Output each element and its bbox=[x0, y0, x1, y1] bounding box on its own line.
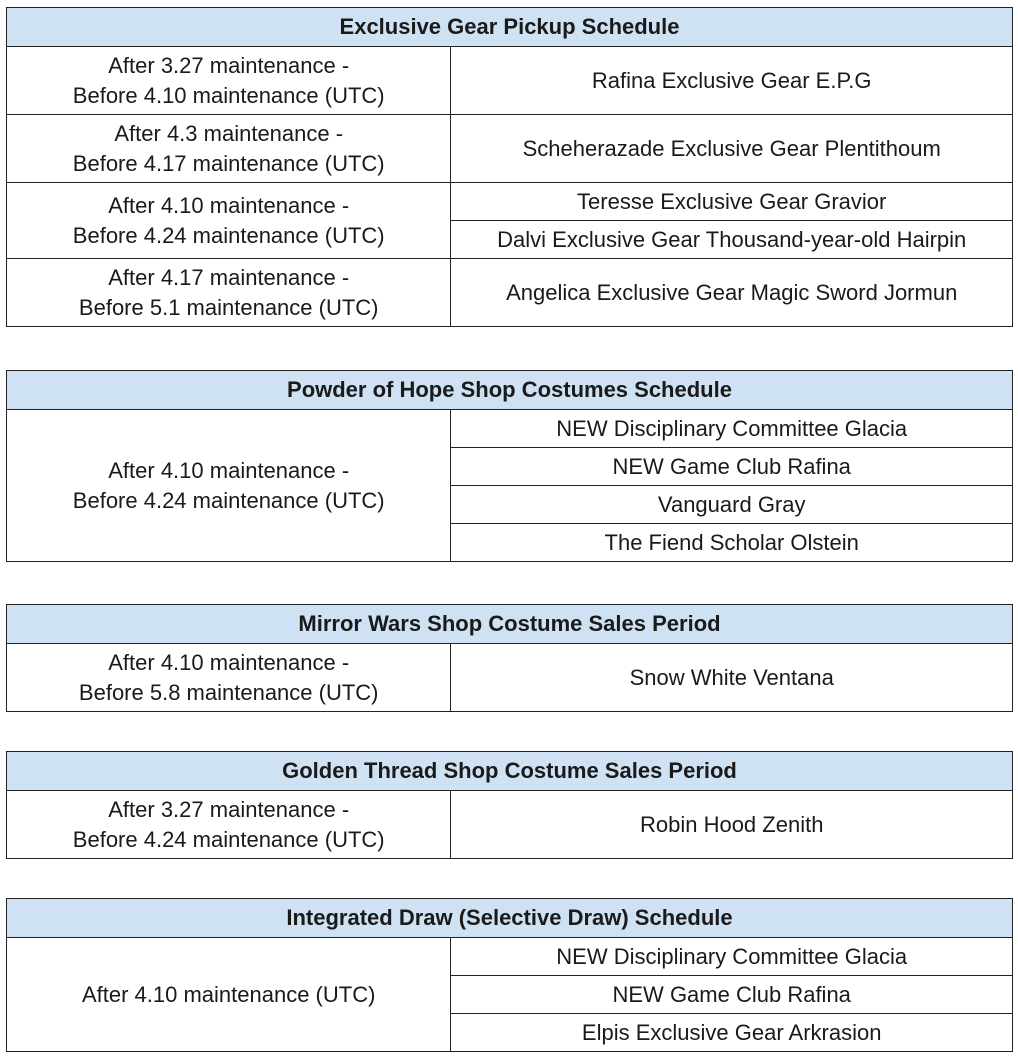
period-cell bbox=[7, 115, 451, 183]
item-cell: Scheherazade Exclusive Gear Plentithoum bbox=[451, 115, 1013, 183]
table-row bbox=[7, 410, 1013, 448]
item-cell: NEW Game Club Rafina bbox=[451, 976, 1013, 1014]
period-line: Before 4.10 maintenance (UTC) bbox=[72, 82, 385, 108]
item-cell: The Fiend Scholar Olstein bbox=[451, 524, 1013, 562]
table-title: Integrated Draw (Selective Draw) Schedule bbox=[7, 899, 1013, 938]
table-title: Mirror Wars Shop Costume Sales Period bbox=[7, 605, 1013, 644]
golden-thread-table bbox=[6, 751, 1013, 859]
period-line: Before 5.8 maintenance (UTC) bbox=[78, 679, 379, 705]
table-row bbox=[7, 938, 1013, 976]
period-line: After 4.10 maintenance (UTC) bbox=[81, 981, 376, 1007]
item-cell: NEW Disciplinary Committee Glacia bbox=[451, 410, 1013, 448]
period-line: After 4.10 maintenance - bbox=[108, 457, 350, 483]
exclusive-gear-pickup-table bbox=[6, 7, 1013, 327]
integrated-draw-table bbox=[6, 898, 1013, 1052]
period-line: Before 5.1 maintenance (UTC) bbox=[78, 294, 379, 320]
period-cell bbox=[7, 183, 451, 259]
period-cell bbox=[7, 791, 451, 859]
period-line: After 4.17 maintenance - bbox=[108, 264, 350, 290]
table-row bbox=[7, 644, 1013, 712]
period-line: After 3.27 maintenance - bbox=[108, 52, 350, 78]
period-cell bbox=[7, 938, 451, 1052]
period-line: After 4.10 maintenance - bbox=[108, 192, 350, 218]
table-row bbox=[7, 115, 1013, 183]
period-line: After 3.27 maintenance - bbox=[108, 796, 350, 822]
powder-of-hope-table bbox=[6, 370, 1013, 562]
item-cell: Snow White Ventana bbox=[451, 644, 1013, 712]
table-title: Powder of Hope Shop Costumes Schedule bbox=[7, 371, 1013, 410]
table-row bbox=[7, 791, 1013, 859]
period-line: Before 4.24 maintenance (UTC) bbox=[72, 487, 385, 513]
item-cell: NEW Disciplinary Committee Glacia bbox=[451, 938, 1013, 976]
period-cell bbox=[7, 259, 451, 327]
table-row bbox=[7, 47, 1013, 115]
item-cell: Elpis Exclusive Gear Arkrasion bbox=[451, 1014, 1013, 1052]
table-row bbox=[7, 259, 1013, 327]
item-cell: Vanguard Gray bbox=[451, 486, 1013, 524]
period-line: Before 4.17 maintenance (UTC) bbox=[72, 150, 385, 176]
period-line: After 4.3 maintenance - bbox=[114, 120, 344, 146]
table-title: Golden Thread Shop Costume Sales Period bbox=[7, 752, 1013, 791]
period-cell bbox=[7, 47, 451, 115]
period-line: Before 4.24 maintenance (UTC) bbox=[72, 222, 385, 248]
mirror-wars-table bbox=[6, 604, 1013, 712]
item-cell: NEW Game Club Rafina bbox=[451, 448, 1013, 486]
item-cell: Angelica Exclusive Gear Magic Sword Jormun bbox=[451, 259, 1013, 327]
period-line: After 4.10 maintenance - bbox=[108, 649, 350, 675]
item-cell: Robin Hood Zenith bbox=[451, 791, 1013, 859]
period-cell bbox=[7, 410, 451, 562]
item-cell: Dalvi Exclusive Gear Thousand-year-old Hairpin bbox=[451, 221, 1013, 259]
table-title: Exclusive Gear Pickup Schedule bbox=[7, 8, 1013, 47]
item-cell: Teresse Exclusive Gear Gravior bbox=[451, 183, 1013, 221]
item-cell: Rafina Exclusive Gear E.P.G bbox=[451, 47, 1013, 115]
period-line: Before 4.24 maintenance (UTC) bbox=[72, 826, 385, 852]
table-row bbox=[7, 183, 1013, 221]
period-cell bbox=[7, 644, 451, 712]
